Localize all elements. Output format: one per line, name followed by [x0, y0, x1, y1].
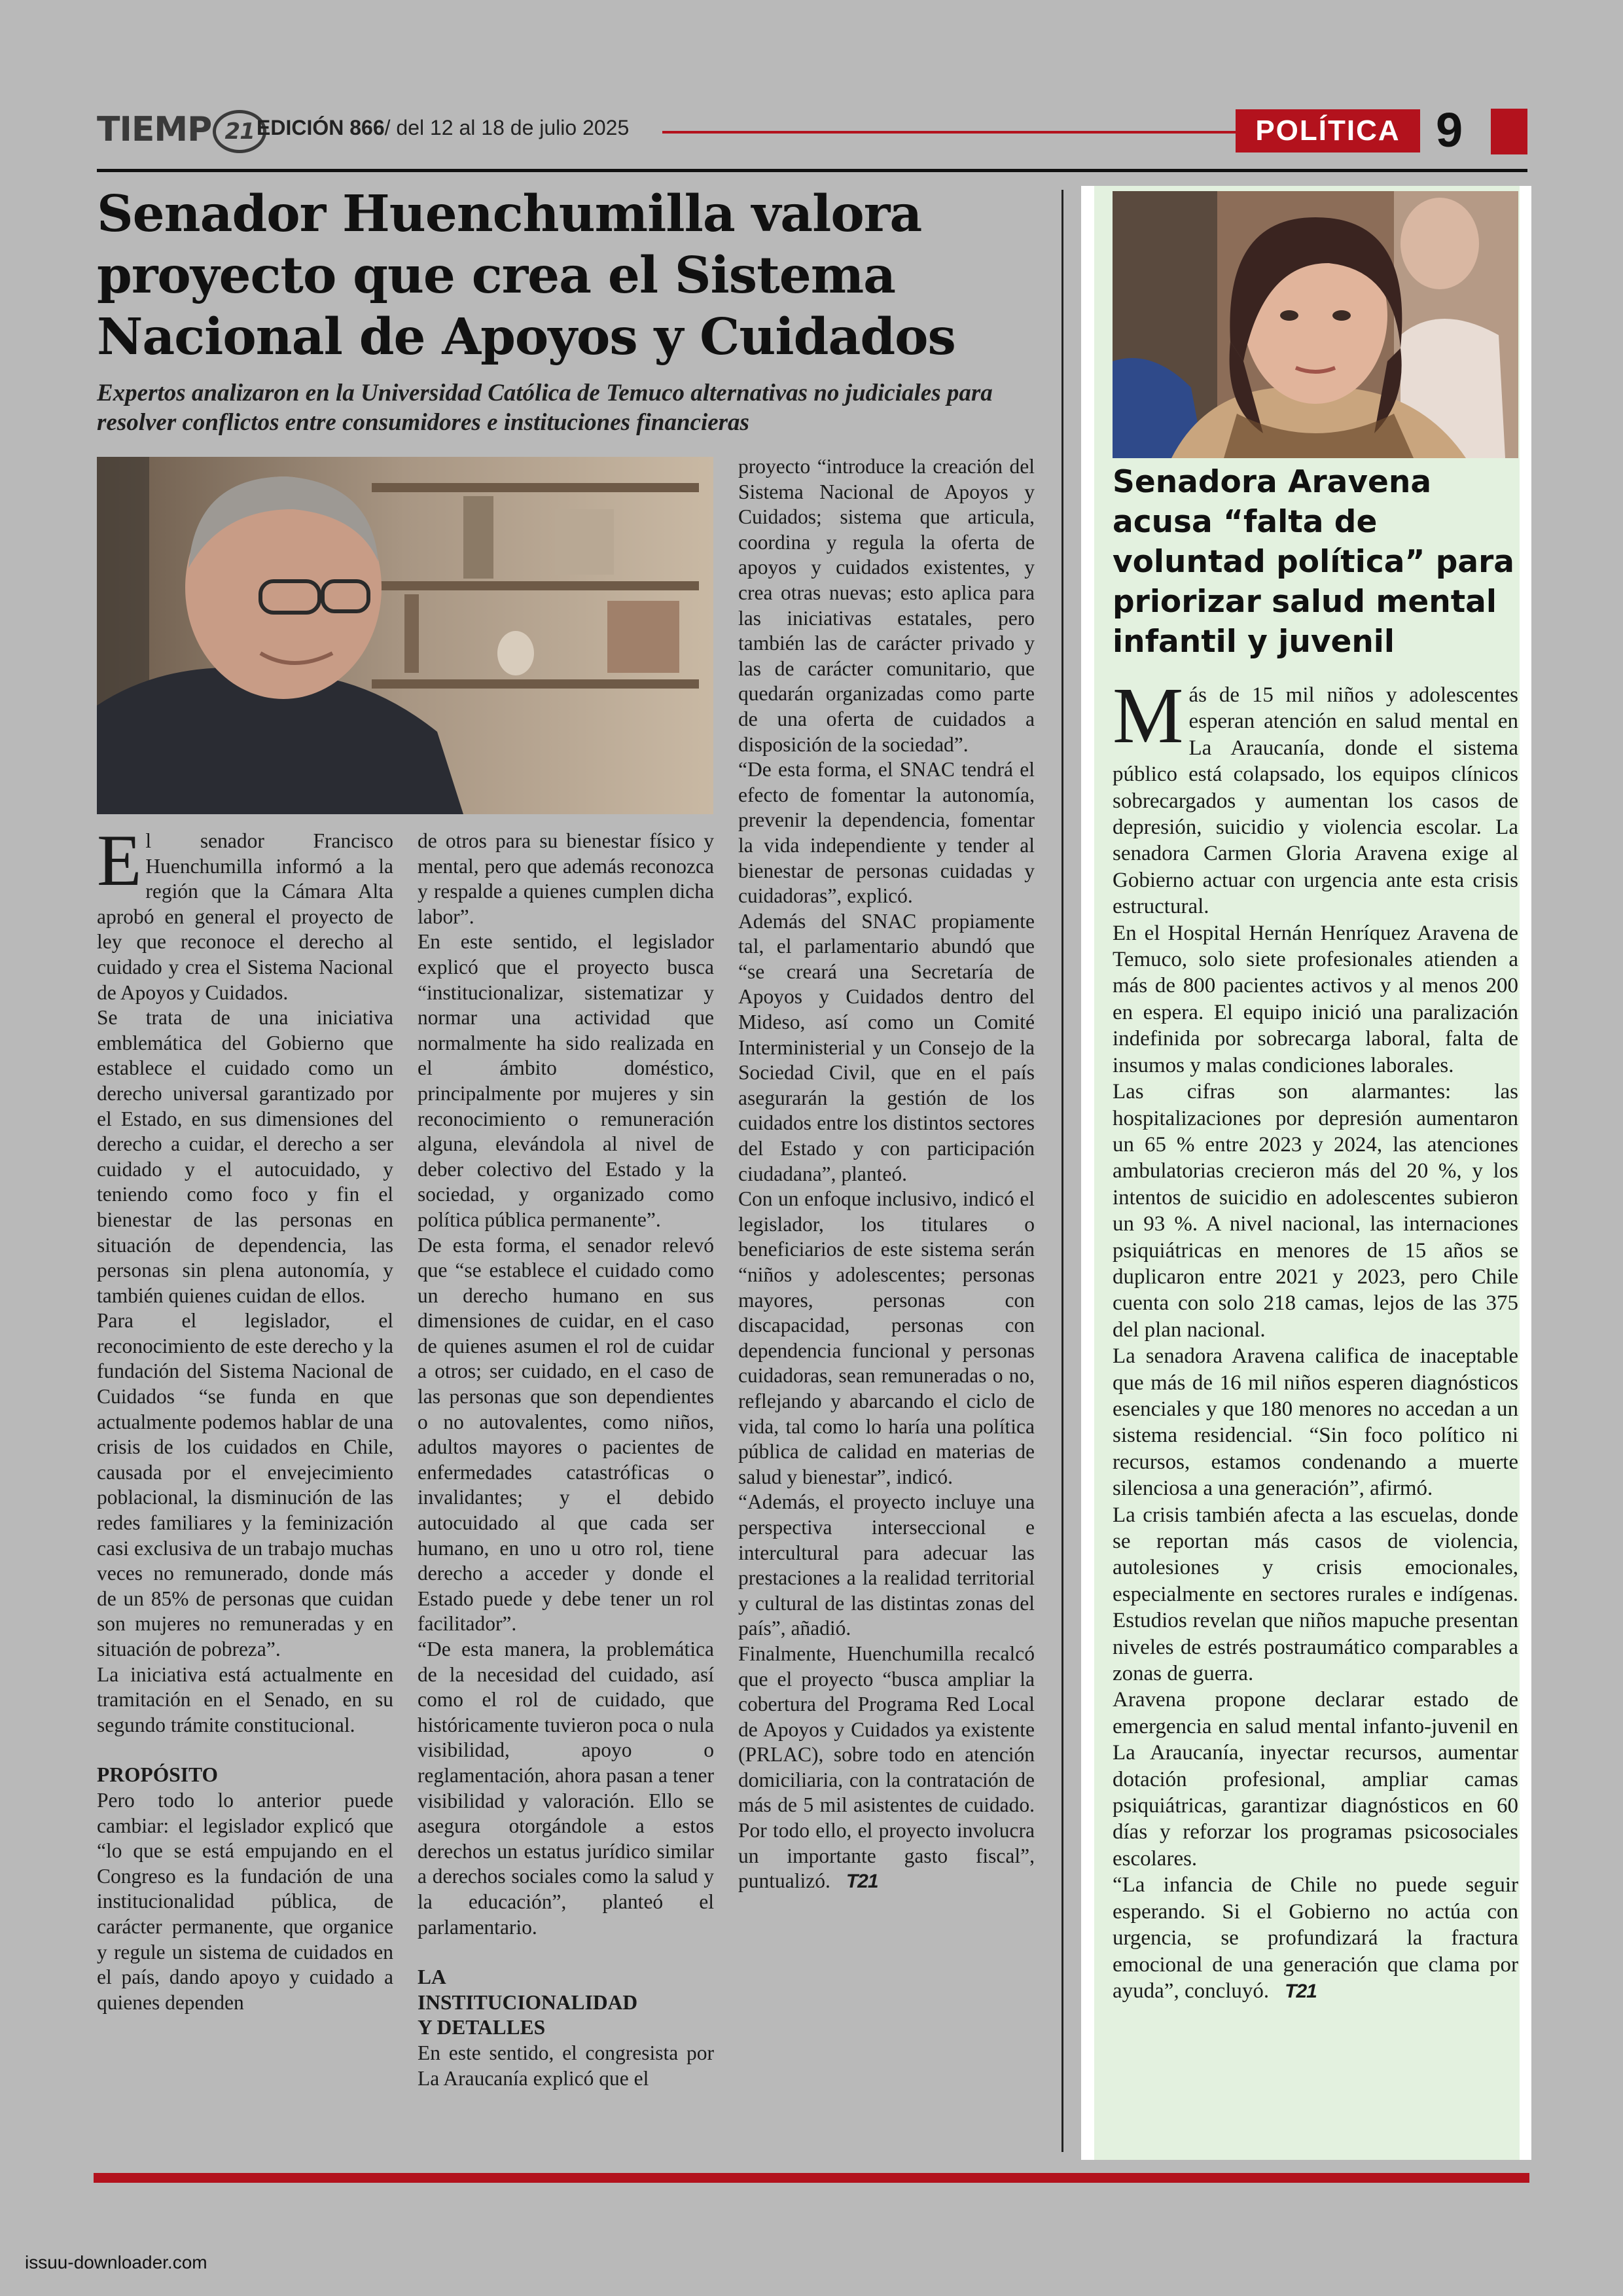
- main-article-column-2: [418, 829, 714, 2091]
- sidebar-paragraph: Las cifras son alarmantes: las hospitalizaciones por depresión aumentaron un 65 % entre 2023 y 2024, las atenciones ambulatorias crecieron más del 20 %, y los intentos de suicidio en adolescentes subieron un 93 %. A nivel nacional, las internaciones psiquiátricas en menores de 15 años se duplicaron entre 2021 y 2023, pero Chile cuenta con solo 218 camas, lejos de las 375 del plan nacional.: [1113, 1080, 1518, 1342]
- edition-dates: / del 12 al 18 de julio 2025: [384, 116, 630, 139]
- main-paragraph: Con un enfoque inclusivo, indicó el legislador, los titulares o beneficiarios de este sistema serán “niños y adolescentes; personas mayores, personas con discapacidad, personas con dependencia funcional y personas cuidadoras, sean remuneradas o no, reflejando y abarcando el ciclo de vida, tal como lo haría una política pública de calidad en materias de salud y bienestar”, indicó.: [738, 1187, 1035, 1488]
- photo-senadora-aravena: [1113, 191, 1518, 458]
- edition-label: EDICIÓN 866: [257, 116, 385, 139]
- sidebar-paragraph: Más de 15 mil niños y adolescentes esperan atención en salud mental en La Araucanía, donde el sistema público está colapsado, los equipos clínicos sobrecargados y aumentan los casos de depresión, suicidio y violencia escolar. La senadora Carmen Gloria Aravena exige al Gobierno actuar con urgencia ante esta crisis estructural.: [1113, 672, 1518, 919]
- sidebar-dropcap: M: [1113, 672, 1184, 760]
- header-black-rule: [97, 169, 1527, 172]
- main-article-column-3: [738, 454, 1035, 1895]
- subhead-institucionalidad: LA INSTITUCIONALIDAD Y DETALLES: [418, 1965, 638, 2039]
- end-mark-icon: T21: [846, 1871, 878, 1893]
- column-divider: [1061, 190, 1063, 2152]
- main-paragraph: Finalmente, Huenchumilla recalcó que el proyecto “busca ampliar la cobertura del Programa Red Local de Apoyos y Cuidados ya existente (PRLAC), sobre todo en atención domiciliaria, con la contratación de más de 5 mil asistentes de cuidado. Por todo ello, el proyecto involucra un importante gasto fiscal”, puntualizó. T21: [738, 1641, 1035, 1895]
- main-headline: Senador Huenchumilla valora proyecto que crea el Sistema Nacional de Apoyos y Cuidados: [97, 185, 955, 367]
- page-number-red-box: [1491, 109, 1527, 154]
- sidebar-paragraph: En el Hospital Hernán Henríquez Aravena de Temuco, solo siete profesionales atienden a más de 800 pacientes activos y al menos 200 en espera. El equipo inició una paralización indefinida por sobrecarga laboral, falta de insumos y malas condiciones laborales.: [1113, 921, 1518, 1077]
- main-paragraph: proyecto “introduce la creación del Sistema Nacional de Apoyos y Cuidados; sistema que articula, coordina y regula la oferta de apoyos y cuidados existentes, y crea otras nuevas; esto aplica para las iniciativas estatales, pero también las de carácter privado y las de carácter comunitario, que quedarán organizadas como parte de una oferta de cuidados a disposición de la sociedad”.: [738, 455, 1035, 756]
- section-tag: POLÍTICA: [1236, 109, 1420, 152]
- main-paragraph: El senador Francisco Huenchumilla informó a la región que la Cámara Alta aprobó en general el proyecto de ley que reconoce el derecho al cuidado y crea el Sistema Nacional de Apoyos y Cuidados.: [97, 820, 393, 1004]
- logo-badge: 21: [213, 110, 266, 153]
- main-paragraph: Pero todo lo anterior puede cambiar: el legislador explicó que “lo que se está empujando en el Congreso es la fundación de una institucionalidad pública, de carácter permanente, que organice y regule un sistema de cuidados en el país, dando apoyo y cuidado a quienes dependen: [97, 1788, 393, 2014]
- page-number: 9: [1436, 103, 1463, 157]
- main-paragraph: En este sentido, el legislador explicó que el proyecto busca “institucionalizar, sistematizar y normar una actividad que normalmente ha sido realizada en el ámbito doméstico, principalmente por mujeres y sin reconocimiento o remuneración alguna, elevándola al nivel de deber colectivo del Estado y la sociedad, y organizado como política pública permanente”.: [418, 930, 714, 1231]
- main-paragraph: “Además, el proyecto incluye una perspectiva interseccional e intercultural para adecuar las prestaciones a la realidad territorial y cultural de las distintas zonas del país”, añadió.: [738, 1490, 1035, 1640]
- newspaper-logo: TIEMP 21: [97, 110, 266, 153]
- footer-red-rule: [94, 2173, 1529, 2183]
- main-paragraph: Para el legislador, el reconocimiento de este derecho y la fundación del Sistema Nacional de Cuidados “se funda en que actualmente podemos hablar de una crisis de los cuidados en Chile, causada por el envejecimiento poblacional, la disminución de las redes familiares y la feminización casi exclusiva de un trabajo muchas veces no remunerado, donde más de un 85% de personas que cuidan son mujeres no remuneradas y en situación de pobreza”.: [97, 1309, 393, 1660]
- main-paragraph: La iniciativa está actualmente en tramitación en el Senado, en su segundo trámite constitucional.: [97, 1662, 393, 1736]
- photo-senator-huenchumilla: [97, 457, 713, 814]
- subhead-proposito: PROPÓSITO: [97, 1763, 218, 1787]
- sidebar-paragraph: “La infancia de Chile no puede seguir esperando. Si el Gobierno no actúa con urgencia, se profundizará la fractura emocional de una generación que clama por ayuda”, concluyó. T21: [1113, 1872, 1518, 2005]
- edition-info: [257, 116, 629, 140]
- sidebar-paragraph: La crisis también afecta a las escuelas, donde se reportan más casos de violencia, autolesiones y crisis emocionales, especialmente en sectores rurales e indígenas. Estudios revelan que niños mapuche presentan niveles de estrés postraumático comparables a zonas de guerra.: [1113, 1503, 1518, 1686]
- end-mark-icon: T21: [1285, 1980, 1317, 2002]
- main-paragraph: “De esta manera, la problemática de la necesidad del cuidado, así como el rol de cuidado, que históricamente tuvieron poca o nula visibilidad, apoyo o reglamentación, ahora pasan a tener visibilidad y valoración. Ello se asegura otorgándole a estos derechos un estatus jurídico similar a derechos sociales como la salud y la educación”, planteó el parlamentario.: [418, 1638, 714, 1939]
- sidebar-body: [1113, 672, 1518, 2005]
- header-red-rule: [662, 131, 1238, 134]
- main-deck: Expertos analizaron en la Universidad Católica de Temuco alternativas no judiciales para resolver conflictos entre consumidores e instituciones financieras: [97, 380, 993, 436]
- main-paragraph: En este sentido, el congresista por La Araucanía explicó que el: [418, 2041, 714, 2090]
- main-paragraph: Además del SNAC propiamente tal, el parlamentario abundó que “se creará una Secretaría de Apoyos y Cuidados dentro del Mideso, así como un Comité Interministerial y un Consejo de la Sociedad Civil, que en el país asegurarán la gestión de los cuidados entre los distintos sectores del Estado y con participación ciudadana”, planteó.: [738, 909, 1035, 1185]
- main-paragraph: “De esta forma, el SNAC tendrá el efecto de fomentar la autonomía, prevenir la dependencia, fomentar la vida independiente y tender al bienestar de personas cuidadas y cuidadoras”, explicó.: [738, 758, 1035, 908]
- main-paragraph: de otros para su bienestar físico y mental, pero que además reconozca y respalde a quienes cumplen dicha labor”.: [418, 829, 714, 928]
- main-paragraph: Se trata de una iniciativa emblemática del Gobierno que establece el cuidado como un derecho universal garantizado por el Estado, en sus dimensiones del derecho a cuidar, el derecho a ser cuidado y el autocuidado, y teniendo como foco y fin el bienestar de las personas en situación de dependencia, las personas sin plena autonomía, y también quienes cuidan de ellos.: [97, 1006, 393, 1307]
- sidebar-paragraph: Aravena propone declarar estado de emergencia en salud mental infanto-juvenil en La Araucanía, inyectar recursos, aumentar dotación profesional, ampliar camas psiquiátricas, garantizar diagnósticos en 60 días y reforzar los programas psicosociales escolares.: [1113, 1688, 1518, 1871]
- sidebar-paragraph: La senadora Aravena califica de inaceptable que más de 16 mil niños esperen diagnósticos esenciales y que 180 menores no accedan a un sistema residencial. “Sin foco político ni recursos, estamos condenando a muerte silenciosa a una generación”, afirmó.: [1113, 1344, 1518, 1501]
- main-article-column-1: [97, 820, 393, 2015]
- footer-watermark: issuu-downloader.com: [25, 2252, 207, 2272]
- sidebar-headline: Senadora Aravena acusa “falta de voluntad política” para priorizar salud mental infantil y juvenil: [1113, 464, 1514, 660]
- main-paragraph: De esta forma, el senador relevó que “se establece el cuidado como un derecho humano en sus dimensiones de cuidar, en el caso de quienes asumen el rol de cuidar a otros; ser cuidado, en el caso de las personas que son dependientes o no autovalentes, como niños, adultos mayores o pacientes de enfermedades catastróficas o invalidantes; y el debido autocuidado al que cada ser humano, en uno u otro rol, tiene derecho a acceder y donde el Estado puede y debe tener un rol facilitador”.: [418, 1233, 714, 1636]
- main-dropcap: E: [97, 820, 142, 901]
